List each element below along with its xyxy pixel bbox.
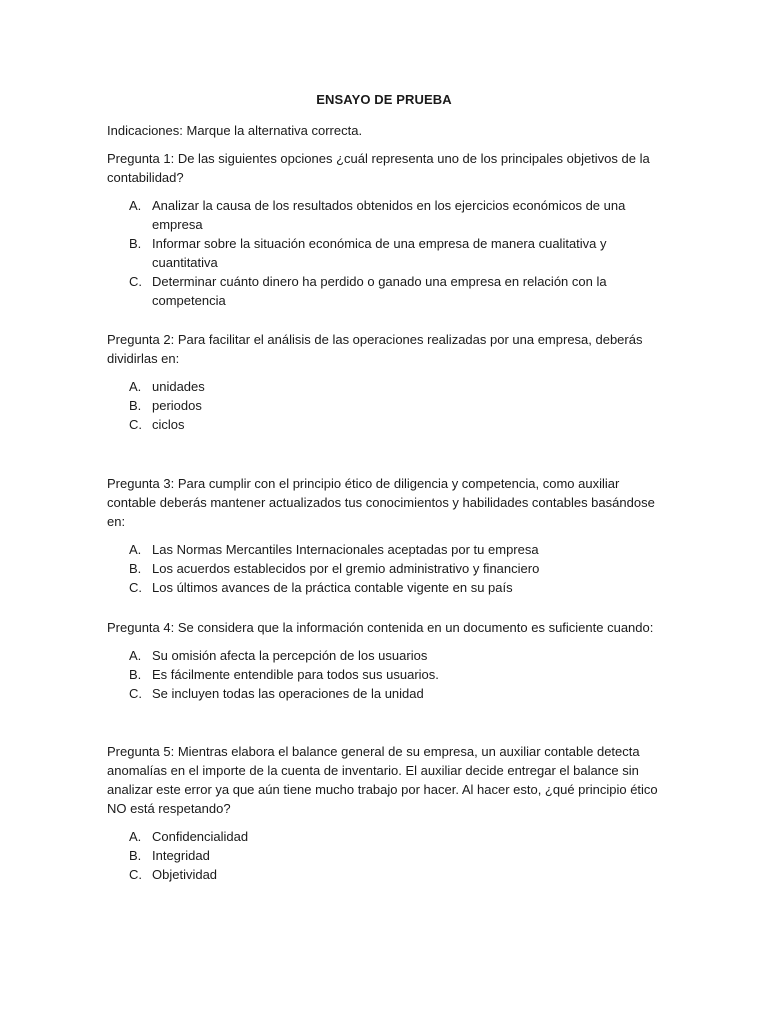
option-text: Las Normas Mercantiles Internacionales aceptadas por tu empresa <box>152 542 539 557</box>
question-text: Pregunta 2: Para facilitar el análisis de las operaciones realizadas por una empresa, deberás dividirlas en: <box>107 332 643 366</box>
option-letter: A. <box>129 379 142 394</box>
option-text: Confidencialidad <box>152 829 249 844</box>
option-b <box>107 559 667 578</box>
option-letter: B. <box>129 667 142 682</box>
option-b <box>107 665 667 684</box>
option-letter: A. <box>129 198 142 213</box>
question-4 <box>107 618 667 703</box>
option-text: Es fácilmente entendible para todos sus usuarios. <box>152 667 439 682</box>
option-text: ciclos <box>152 417 185 432</box>
option-a <box>107 646 667 665</box>
option-a <box>107 540 667 559</box>
option-a <box>107 827 667 846</box>
option-c <box>107 684 667 703</box>
option-letter: C. <box>129 417 142 432</box>
option-list <box>107 196 667 310</box>
option-c <box>107 865 667 884</box>
option-a <box>107 377 667 396</box>
option-text: Analizar la causa de los resultados obtenidos en los ejercicios económicos de una empresa <box>152 198 626 232</box>
question-text: Pregunta 1: De las siguientes opciones ¿cuál representa uno de los principales objetivos de la contabilidad? <box>107 151 650 185</box>
option-text: Su omisión afecta la percepción de los usuarios <box>152 648 428 663</box>
option-text: unidades <box>152 379 205 394</box>
option-letter: B. <box>129 398 142 413</box>
option-letter: A. <box>129 829 142 844</box>
indications-text: Indicaciones: Marque la alternativa correcta. <box>107 123 363 138</box>
document-title: ENSAYO DE PRUEBA <box>316 92 452 107</box>
option-c <box>107 415 667 434</box>
option-letter: C. <box>129 686 142 701</box>
question-text: Pregunta 3: Para cumplir con el principio ético de diligencia y competencia, como auxiliar contable deberás mantener actualizados tus conocimientos y habilidades contables basándose en: <box>107 476 655 529</box>
option-letter: B. <box>129 561 142 576</box>
option-letter: C. <box>129 580 142 595</box>
option-text: Integridad <box>152 848 210 863</box>
option-list <box>107 827 667 884</box>
option-c <box>107 272 667 310</box>
option-text: Los acuerdos establecidos por el gremio administrativo y financiero <box>152 561 540 576</box>
question-text: Pregunta 4: Se considera que la información contenida en un documento es suficiente cuando: <box>107 620 654 635</box>
option-text: Informar sobre la situación económica de una empresa de manera cualitativa y cuantitativa <box>152 236 607 270</box>
option-b <box>107 396 667 415</box>
option-text: Se incluyen todas las operaciones de la unidad <box>152 686 424 701</box>
option-letter: B. <box>129 236 142 251</box>
option-letter: A. <box>129 542 142 557</box>
option-text: Los últimos avances de la práctica contable vigente en su país <box>152 580 513 595</box>
option-c <box>107 578 667 597</box>
option-a <box>107 196 667 234</box>
question-3 <box>107 474 667 597</box>
question-1 <box>107 149 667 310</box>
option-b <box>107 846 667 865</box>
option-letter: B. <box>129 848 142 863</box>
option-text: Objetividad <box>152 867 218 882</box>
option-text: periodos <box>152 398 202 413</box>
option-list <box>107 540 667 597</box>
option-text: Determinar cuánto dinero ha perdido o ganado una empresa en relación con la competencia <box>152 274 607 308</box>
option-letter: C. <box>129 274 142 289</box>
question-2 <box>107 330 667 434</box>
question-text: Pregunta 5: Mientras elabora el balance general de su empresa, un auxiliar contable detecta anomalías en el importe de la cuenta de inventario. El auxiliar decide entregar el balance sin analizar este error ya que aún tiene mucho trabajo por hacer. Al hacer esto, ¿qué principio ético NO está respetando? <box>107 744 658 816</box>
option-list <box>107 646 667 703</box>
option-b <box>107 234 667 272</box>
question-5 <box>107 742 667 884</box>
option-letter: C. <box>129 867 142 882</box>
option-letter: A. <box>129 648 142 663</box>
option-list <box>107 377 667 434</box>
